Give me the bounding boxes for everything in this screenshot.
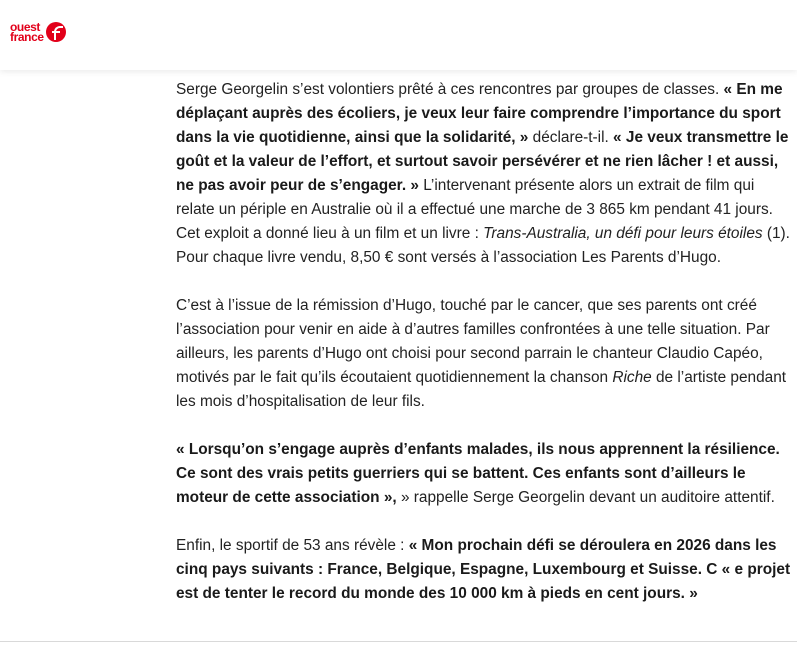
p3-text: » rappelle Serge Georgelin devant un auditoire attentif.: [396, 489, 775, 506]
p2-text-2: de l’artiste pendant les mois d’hospitalisation de leur fils.: [176, 369, 787, 410]
article-paragraph-1: [176, 78, 794, 270]
bottom-divider: [0, 641, 797, 642]
logo-line-2: france: [10, 30, 44, 44]
p1-quote-2: « Je veux transmettre le goût et la valeur de l’effort, et surtout savoir persévérer et ne rien lâcher ! et aussi, ne pas avoir peur de s’engager. »: [176, 129, 789, 194]
p1-text-3: L’intervenant présente alors un extrait de film qui relate un périple en Australie où il a effectué une marche de 3 865 km pendant 41 jours. Cet exploit a donné lieu à un film et un livre :: [176, 177, 773, 242]
article-paragraph-2: [176, 294, 794, 414]
site-header: [0, 0, 797, 70]
p4-quote: « Mon prochain défi se déroulera en 2026 dans les cinq pays suivants : France, Belgique, Espagne, Luxembourg et Suisse. C « e projet est de tenter le record du monde des 10 000 km à pieds en cent jours. »: [176, 537, 791, 602]
ouest-france-logo[interactable]: [10, 20, 66, 44]
logo-emblem-icon: [46, 22, 66, 42]
p1-text-4: (1). Pour chaque livre vendu, 8,50 € sont versés à l’association Les Parents d’Hugo.: [176, 225, 790, 266]
article-paragraph-4: [176, 534, 794, 606]
article-paragraph-3: [176, 438, 794, 510]
article-body: [176, 78, 794, 630]
p4-text: Enfin, le sportif de 53 ans révèle :: [176, 537, 409, 554]
p1-quote-1: « En me déplaçant auprès des écoliers, je veux leur faire comprendre l’importance du sport dans la vie quotidienne, ainsi que la solidarité, »: [176, 81, 783, 146]
p1-text-2: déclare-t-il.: [528, 129, 614, 146]
logo-wordmark: [10, 22, 44, 42]
song-title: Riche: [612, 369, 652, 386]
logo-line-1: ouest: [10, 20, 41, 34]
p2-text-1: C’est à l’issue de la rémission d’Hugo, touché par le cancer, que ses parents ont créé l’association pour venir en aide à d’autres familles confrontées à une telle situation. Par ailleurs, les parents d’Hugo ont choisi pour second parrain le chanteur Claudio Capéo, motivés par le fait qu’ils écoutaient quotidiennement la chanson: [176, 297, 770, 386]
book-title: Trans-Australia, un défi pour leurs étoiles: [483, 225, 763, 242]
p3-quote: « Lorsqu’on s’engage auprès d’enfants malades, ils nous apprennent la résilience. Ce sont des vrais petits guerriers qui se battent. Ces enfants sont d’ailleurs le moteur de cette association »,: [176, 441, 780, 506]
p1-text-1: Serge Georgelin s’est volontiers prêté à ces rencontres par groupes de classes.: [176, 81, 724, 98]
